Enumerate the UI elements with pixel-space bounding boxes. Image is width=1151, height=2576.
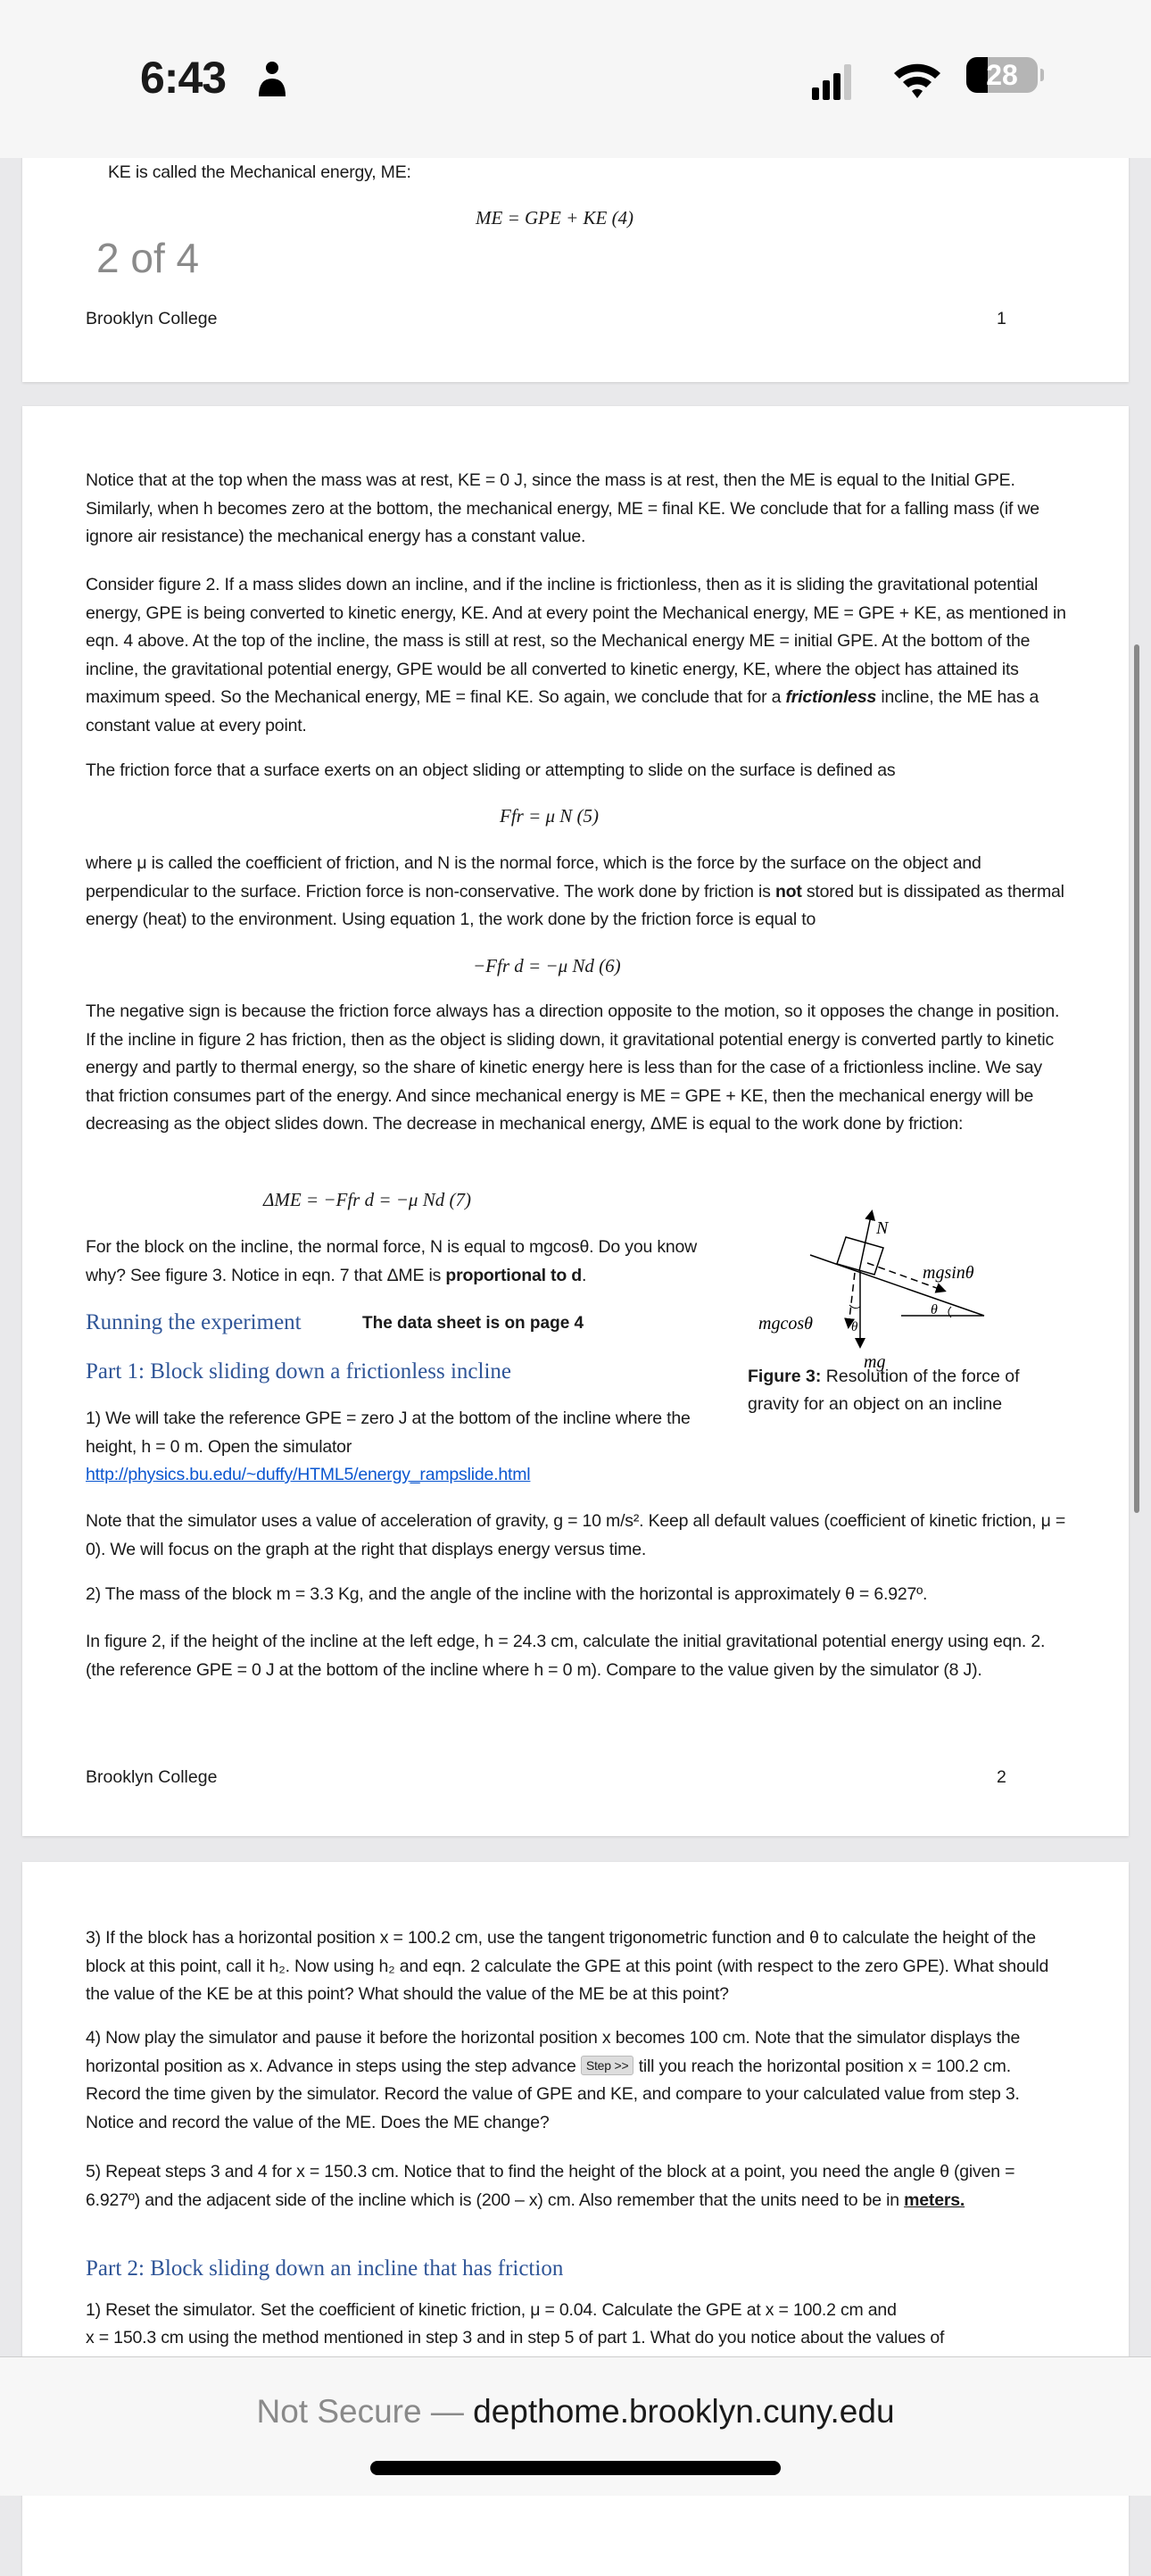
equation-6: −Ffr d = −μ Nd (6) [473,955,621,976]
text: . [581,1265,587,1285]
part2-step-1: 1) Reset the simulator. Set the coefficient of kinetic friction, μ = 0.04. Calculate the GPE at x = 100.2 cm and [86,2300,897,2320]
step-3: 3) If the block has a horizontal position x = 100.2 cm, use the tangent trigonometric function and θ to calculate the height of the block at this point, call it h₂. Now using h₂ and eqn. 2 calculate the GPE at this point (with respect to the zero GPE). What should the value of the KE be at this point? What should the value of the ME be at this point? [86,1928,1049,2004]
step-2: 2) The mass of the block m = 3.3 Kg, and the angle of the incline with the horizontal is approximately θ = 6.927º. [86,1584,928,1604]
paragraph: Note that the simulator uses a value of acceleration of gravity, g = 10 m/s². Keep all default values (coefficient of kinetic friction, μ = 0). We will focus on the graph at the right that displays energy versus time. [86,1511,1066,1559]
paragraph [86,1234,719,1290]
mgcos-arrow [849,1273,855,1326]
step-1 [86,1405,710,1490]
paragraph [86,571,1067,740]
text: 5) Repeat steps 3 and 4 for x = 150.3 cm. Notice that to find the height of the block at a point, you need the angle θ (given = 6.927º) and the adjacent side of the incline which is (200 – x) cm. Also remember that the units need to be in [86,2162,1015,2210]
paragraph: The negative sign is because the friction force always has a direction opposite to the motion, so it opposes the change in position. If the incline in figure 2 has friction, then as the object is sliding down, it gravitational potential energy is converted partly to kinetic energy and partly to thermal energy, so the share of kinetic energy here is less than for the case of a frictionless incline. We say that friction consumes part of the energy. And since mechanical energy is ME = GPE + KE, then the mechanical energy will be decreasing as the object slides down. The decrease in mechanical energy, ΔME is equal to the work done by friction: [86,1001,1060,1134]
text: till you reach the horizontal position x = 100.2 cm. Record the time given by the simulator. Record the value of GPE and KE, and compare to your calculated value from step 3. Notice and record the value of the ME. Does the ME change? [86,2056,1020,2132]
domain: depthome.brooklyn.cuny.edu [473,2393,895,2430]
signal-icon [812,64,851,100]
battery-level: 28 [986,59,1018,91]
page-footer: Brooklyn College [86,1767,218,1787]
emphasis: proportional to d [445,1265,582,1285]
person-icon [257,61,287,96]
text: stored but is dissipated as thermal energy (heat) to the environment. Using equation 1, the work done by the friction force is equal to [86,881,1064,929]
label-mg: mg [864,1352,886,1372]
emphasis: frictionless [785,687,877,707]
text: 4) Now play the simulator and pause it before the horizontal position x becomes 100 cm. Note that the simulator displays the horizontal position as x. Advance in steps using the step advance [86,2028,1021,2076]
battery-icon [966,57,1038,93]
clock: 6:43 [140,53,227,103]
wifi-icon [890,59,944,98]
paragraph: The friction force that a surface exerts on an object sliding or attempting to slide on the surface is defined as [86,760,896,780]
scrollbar[interactable] [1134,644,1139,1513]
page-number: 1 [997,309,1006,328]
equation-5: Ffr = μ N (5) [500,805,600,827]
step-button-image: Step >> [581,2056,634,2075]
figure-3-caption [748,1363,1024,1418]
figure-3-diagram [732,1160,1089,1375]
part2-step-1-cont: x = 150.3 cm using the method mentioned in step 3 and in step 5 of part 1. What do you notice about the values of [86,2328,945,2347]
section-heading: Running the experiment [86,1310,302,1334]
equation-4: ME = GPE + KE (4) [476,207,634,229]
paragraph: In figure 2, if the height of the incline at the left edge, h = 24.3 cm, calculate the initial gravitational potential energy using eqn. 2. (the reference GPE = 0 J at the bottom of the incline where h = 0 m). Compare to the value given by the simulator (8 J). [86,1632,1046,1680]
status-bar [0,0,1151,158]
label-mgcos: mgcosθ [758,1314,813,1334]
label-mgsin: mgsinθ [923,1263,974,1283]
paragraph: Notice that at the top when the mass was at rest, KE = 0 J, since the mass is at rest, then the ME is equal to the Initial GPE. Similarly, when h becomes zero at the bottom, the mechanical energy, ME = final KE. We conclude that for a falling mass (if we ignore air resistance) the mechanical energy has a constant value. [86,470,1039,546]
data-sheet-note: The data sheet is on page 4 [362,1314,584,1333]
text: Consider figure 2. If a mass slides down an incline, and if the incline is frictionless, then as it is sliding the gravitational potential energy, GPE is being converted to kinetic energy, KE. And at every point the Mechanical energy, ME = GPE + KE, as mentioned in eqn. 4 above. At the top of the incline, the mass is still at rest, so the Mechanical energy ME = initial GPE. At the bottom of the incline, the gravitational potential energy, GPE would be all converted to kinetic energy, KE, where the object has attained its maximum speed. So the Mechanical energy, ME = final KE. So again, we conclude that for a [86,575,1066,707]
simulator-link[interactable]: http://physics.bu.edu/~duffy/HTML5/energy_rampslide.html [86,1465,531,1484]
page-number: 2 [997,1767,1006,1787]
section-heading: Part 1: Block sliding down a frictionless incline [86,1359,512,1384]
text: 1) We will take the reference GPE = zero J at the bottom of the incline where the height, h = 0 m. Open the simulator [86,1408,691,1457]
paragraph [86,850,1067,935]
url-display[interactable] [0,2393,1151,2431]
text: where μ is called the coefficient of friction, and N is the normal force, which is the force by the surface on the object and perpendicular to the surface. Friction force is non-conservative. The work done by friction is [86,853,981,902]
emphasis: meters. [904,2190,965,2210]
home-indicator[interactable] [370,2461,781,2475]
page-footer: Brooklyn College [86,309,218,328]
text: For the block on the incline, the normal force, N is equal to mgcosθ. Do you know why? See figure 3. Notice in eqn. 7 that ΔME is [86,1237,698,1285]
equation-7: ΔME = −Ffr d = −μ Nd (7) [263,1189,471,1210]
step-5 [86,2158,1067,2215]
section-heading: Part 2: Block sliding down an incline that has friction [86,2256,564,2281]
label-theta-small: θ [851,1320,858,1334]
address-bar[interactable] [0,2356,1151,2496]
text: incline, the ME has a constant value at every point. [86,687,1039,735]
caption-text: Resolution of the force of gravity for an object on an incline [748,1367,1020,1414]
not-secure-label: Not Secure — [256,2393,464,2430]
emphasis: not [774,881,802,902]
page-indicator: 2 of 4 [96,235,200,281]
step-4 [86,2024,1067,2137]
text-line: KE is called the Mechanical energy, ME: [108,162,411,182]
label-n: N [876,1218,889,1238]
caption-label: Figure 3: [748,1367,822,1386]
label-theta: θ [931,1302,938,1317]
